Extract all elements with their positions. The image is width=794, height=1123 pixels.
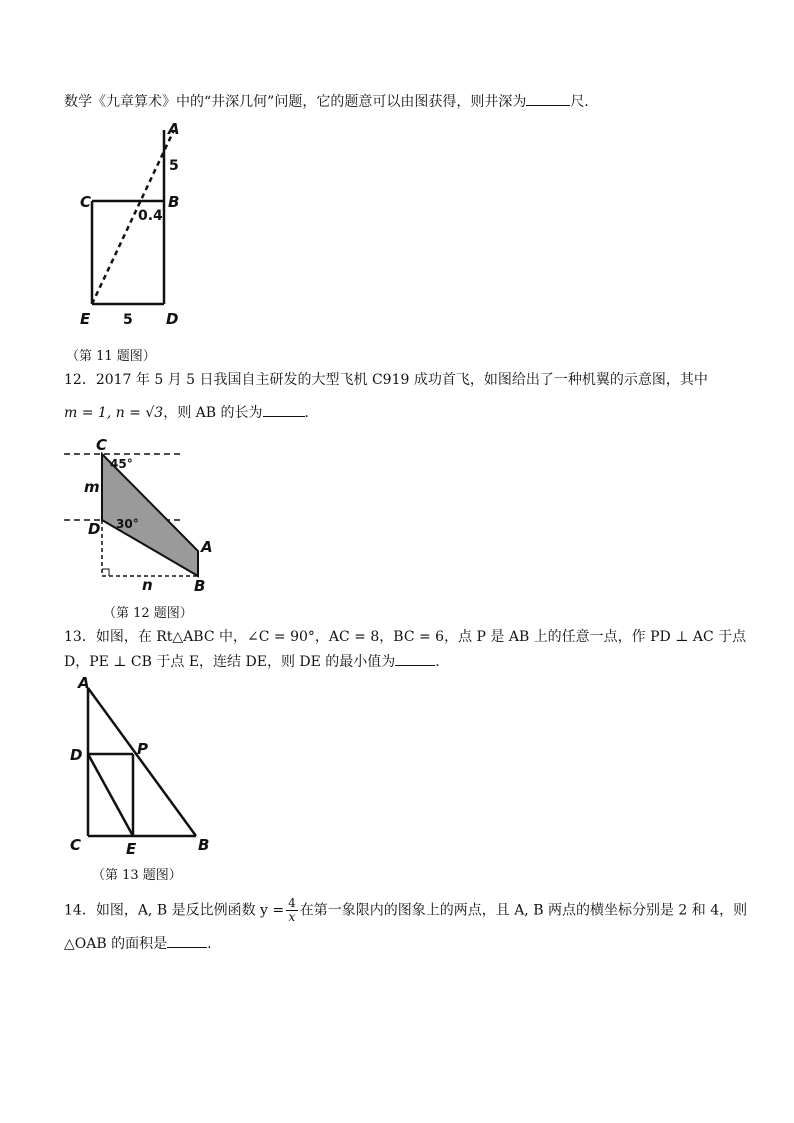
q12-given: m = 1, n = √3 xyxy=(64,405,164,421)
q12-label-d: D xyxy=(88,520,101,538)
q11-label-04: 0.4 xyxy=(138,208,163,224)
q14-line1 xyxy=(64,897,747,924)
q14-fraction: $\frac{4}{x}$ xyxy=(288,896,296,924)
q12-label-n: n xyxy=(142,576,153,594)
q11-stem: 数学《九章算术》中的“井深几何”问题，它的题意可以由图获得，则井深为 xyxy=(64,94,527,110)
q14-answer-blank[interactable] xyxy=(167,933,207,948)
q11-label-5-ed: 5 xyxy=(123,312,133,328)
q14-stem-c: △OAB 的面积是 xyxy=(64,936,168,952)
q12-line1: 12．2017 年 5 月 5 日我国自主研发的大型飞机 C919 成功首飞，如图给出了一种机翼的示意图，其中 xyxy=(64,372,708,388)
q12-label-m: m xyxy=(84,478,100,496)
q11-label-a: A xyxy=(168,120,180,138)
q13-label-a: A xyxy=(78,674,90,692)
q12-wing-shape xyxy=(102,454,198,576)
q14-stem-a: 14．如图，A, B 是反比例函数 y = xyxy=(64,902,285,919)
q13-line1: 13．如图，在 Rt△ABC 中，∠C = 90°，AC = 8，BC = 6，点 P 是 AB 上的任意一点，作 PD ⊥ AC 于点 xyxy=(64,629,747,645)
q12-line2: m = 1, n = √3，则 AB 的长为 . xyxy=(64,402,309,423)
q13-stem: D，PE ⊥ CB 于点 E，连结 DE，则 DE 的最小值为 xyxy=(64,654,396,670)
q12-figure xyxy=(64,436,224,596)
q13-label-p: P xyxy=(137,740,148,758)
q11-label-e: E xyxy=(80,310,91,328)
q12-label-b: B xyxy=(194,577,206,595)
q14-stem-b: 在第一象限内的图象上的两点，且 A, B 两点的横坐标分别是 2 和 4，则 xyxy=(299,902,748,919)
q13-figure xyxy=(68,676,218,856)
q11-label-c: C xyxy=(80,193,92,211)
q12-label-a: A xyxy=(201,538,213,556)
q12-stem: ，则 AB 的长为 xyxy=(163,405,263,421)
q12-caption: （第 12 题图） xyxy=(103,606,193,621)
q13-line2: D，PE ⊥ CB 于点 E，连结 DE，则 DE 的最小值为 . xyxy=(64,651,440,672)
q13-label-d: D xyxy=(70,746,83,764)
q12-angle-45: 45° xyxy=(110,457,133,471)
q11-unit: 尺. xyxy=(570,94,589,110)
q12-label-c: C xyxy=(96,436,108,454)
q13-caption: （第 13 题图） xyxy=(92,868,182,883)
q11-figure xyxy=(70,118,190,333)
q13-label-c: C xyxy=(70,836,82,854)
q11-label-b: B xyxy=(168,193,180,211)
q11-text xyxy=(64,91,589,112)
q11-label-5-ab: 5 xyxy=(169,158,179,174)
q11-label-d: D xyxy=(166,310,179,328)
q13-label-b: B xyxy=(198,836,210,854)
q12-angle-30: 30° xyxy=(116,517,139,531)
q13-answer-blank[interactable] xyxy=(395,651,435,666)
q11-caption: （第 11 题图） xyxy=(66,349,156,364)
q12-answer-blank[interactable] xyxy=(263,402,305,417)
q13-label-e: E xyxy=(126,840,137,858)
q14-line2: △OAB 的面积是 . xyxy=(64,933,212,954)
q11-answer-blank[interactable] xyxy=(526,91,570,106)
